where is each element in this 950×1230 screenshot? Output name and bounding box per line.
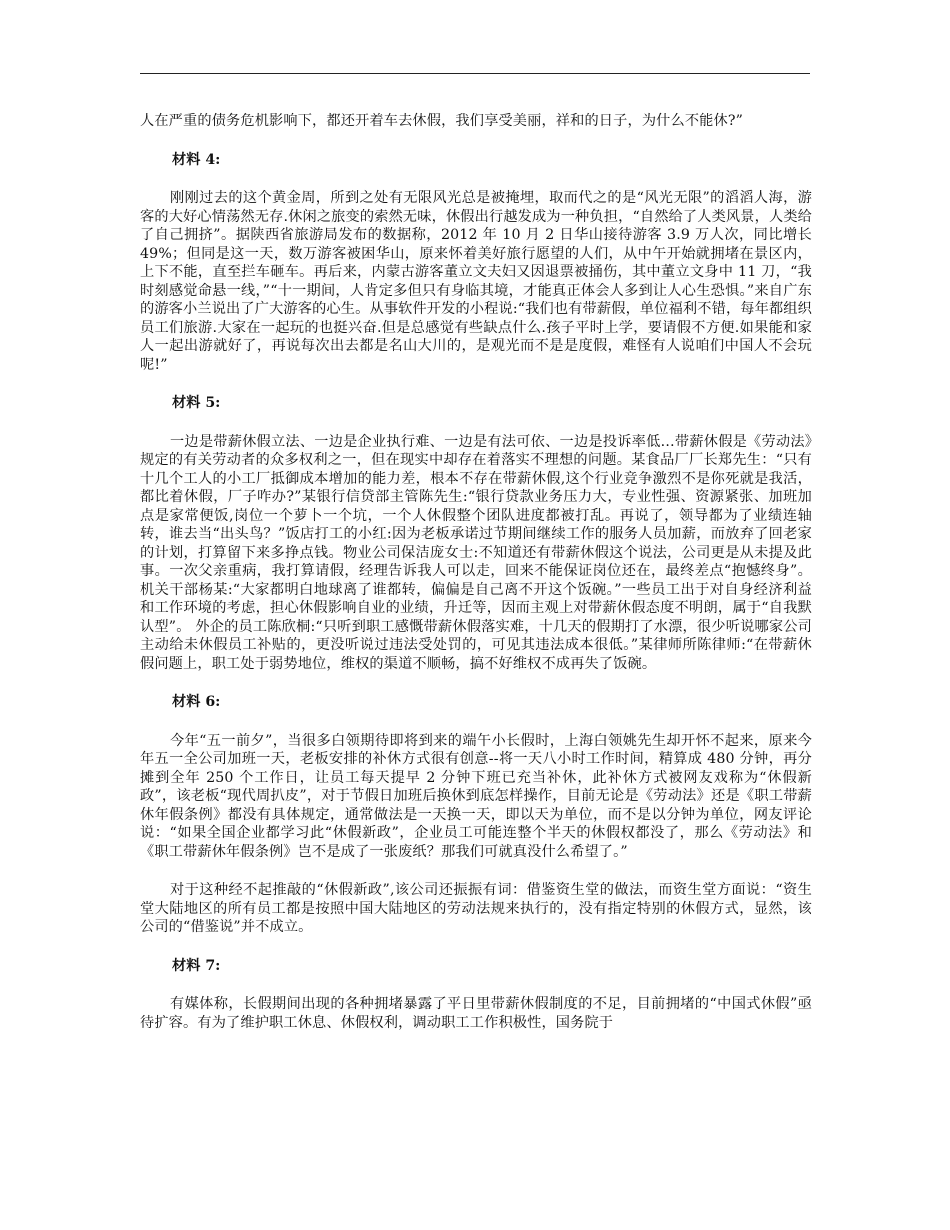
material-4-heading: 材料 4: [172,151,221,168]
material-7-paragraph: 有媒体称，长假期间出现的各种拥堵暴露了平日里带薪休假制度的不足，目前拥堵的“中国式休假”亟待扩容。有为了维护职工休息、休假权利，调动职工工作积极性，国务院于 [140,996,812,1031]
document-body [140,112,812,1032]
material-7-heading: 材料 7: [172,957,221,974]
intro-paragraph: 人在严重的债务危机影响下，都还开着车去休假，我们享受美丽，祥和的日子，为什么不能休?” [140,113,743,129]
material-6-paragraph-1: 今年“五一前夕”，当很多白领期待即将到来的端午小长假时，上海白领姚先生却开怀不起来，原来今年五一全公司加班一天，老板安排的补休方式很有创意--将一天八小时工作时间，精算成 480 分钟，再分摊到全年 250 个工作日，让员工每天提早 2 分钟下班已充当补休，此补休方式被网友戏称为“休假新政”，该老板“现代周扒皮”，对于节假日加班后换休到底怎样操作，目前无论是《劳动法》还是《职工带薪休年假条例》都没有具体规定，通常做法是一天换一天，即以天为单位，而不是以分钟为单位，网友评论说：“如果全国企业都学习此“休假新政”，企业员工可能连整个半天的休假权都没了，那么《劳动法》和《职工带薪休年假条例》岂不是成了一张废纸？那我们可就真没什么希望了。” [140,732,812,860]
material-4-paragraph: 刚刚过去的这个黄金周，所到之处有无限风光总是被掩埋，取而代之的是“风光无限”的滔滔人海，游客的大好心情荡然无存.休闲之旅变的索然无味，休假出行越发成为一种负担，“自然给了人类风景，人类给了自己拥挤”。据陕西省旅游局发布的数据称，2012 年 10 月 2 日华山接待游客 3.9 万人次，同比增长 49%；但同是这一天，数万游客被困华山，原来怀着美好旅行愿望的人们，从中午开始就拥堵在景区内，上下不能，直至拦车砸车。再后来，内蒙古游客董立文夫妇又因退票被捅伤，其中董立文身中 11 刀，“我时刻感觉命悬一线，”“十一期间，人肯定多但只有身临其境，才能真正体会人多到让人心生恐惧。”来自广东的游客小兰说出了广大游客的心生。从事软件开发的小程说:“我们也有带薪假，单位福利不错，每年都组织员工们旅游.大家在一起玩的也挺兴奋.但是总感觉有些缺点什么.孩子平时上学，要请假不方便.如果能和家人一起出游就好了，再说每次出去都是名山大川的，是观光而不是是度假，难怪有人说咱们中国人不会玩呢!” [140,190,812,373]
material-5-paragraph: 一边是带薪休假立法、一边是企业执行难、一边是有法可依、一边是投诉率低…带薪休假是《劳动法》规定的有关劳动者的众多权利之一，但在现实中却存在着落实不理想的问题。某食品厂厂长郑先生：“只有十几个工人的小工厂抵御成本增加的能力差，根本不存在带薪休假,这个行业竞争激烈不是你死就是我活，都比着休假，厂子咋办?”某银行信贷部主管陈先生:“银行贷款业务压力大，专业性强、资源紧张、加班加点是家常便饭,岗位一个萝卜一个坑，一个人休假整个团队进度都被打乱。再说了，领导都为了业绩连轴转，谁去当“出头鸟？”饭店打工的小红:因为老板承诺过节期间继续工作的服务人员加薪，而放弃了回老家的计划，打算留下来多挣点钱。物业公司保洁庞女士:不知道还有带薪休假这个说法，公司更是从未提及此事。一次父亲重病，我打算请假，经理告诉我人可以走，回来不能保证岗位还在，最终差点“抱憾终身”。机关干部杨某:“大家都明白地球离了谁都转，偏偏是自己离不开这个饭碗。”一些员工出于对自身经济利益和工作环境的考虑，担心休假影响自业的业绩，升迁等，因而主观上对带薪休假态度不明朗，属于“自我默认型”。 外企的员工陈欣桐:“只听到职工感慨带薪休假落实难，十几天的假期打了水漂，很少听说哪家公司主动给未休假员工补贴的，更没听说过违法受处罚的，可见其违法成本很低。”某律师所陈律师:“在带薪休假问题上，职工处于弱势地位，维权的渠道不顺畅，搞不好维权不成再失了饭碗。 [140,433,812,672]
material-6-paragraph-2: 对于这种经不起推敲的“休假新政”,该公司还振振有词：借鉴资生堂的做法，而资生堂方面说：“资生堂大陆地区的所有员工都是按照中国大陆地区的劳动法规来执行的，没有指定特别的休假方式，显然，该公司的“借鉴说”并不成立。 [140,882,812,935]
header-rule [140,73,810,74]
material-6-heading: 材料 6: [172,694,221,710]
material-5-heading: 材料 5: [172,395,221,411]
